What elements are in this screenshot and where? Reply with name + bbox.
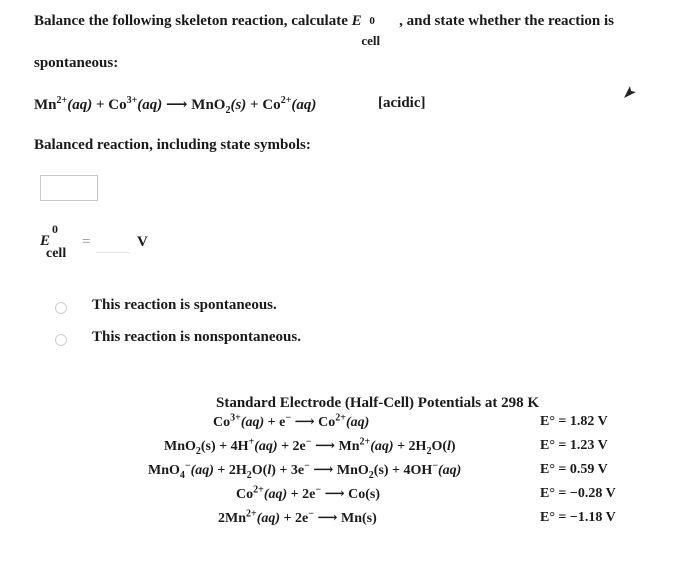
- co-product: + Co: [246, 97, 281, 113]
- ecell-unit: V: [137, 234, 148, 250]
- skeleton-reaction: [34, 95, 316, 114]
- spontaneous-option-label[interactable]: This reaction is spontaneous.: [92, 297, 277, 313]
- mouse-cursor-icon: [622, 84, 638, 100]
- nonspontaneous-option-label[interactable]: This reaction is nonspontaneous.: [92, 329, 301, 345]
- question-prompt-line1: [34, 13, 614, 48]
- state-aq-2: (aq): [137, 97, 163, 113]
- half-reaction-1: $Co^{3+}(aq) + e^-$ ⟶ $Co^{2+}(aq)$: [213, 412, 370, 430]
- ecell-e: E: [40, 233, 51, 249]
- e-subscript: cell: [361, 33, 381, 48]
- mn-ion: Mn: [34, 97, 57, 113]
- half-reaction-row-5: [0, 510, 700, 532]
- state-aq-1: (aq): [67, 97, 93, 113]
- half-reaction-3: $MnO_4^-(aq) + 2H_2O(l) + 3e^-$ ⟶ MnO$_2$(s) + 4OH−(aq): [148, 460, 462, 481]
- half-reaction-row-2: [0, 438, 700, 460]
- spontaneous-radio[interactable]: [55, 302, 67, 314]
- potential-1: E° = 1.82 V: [540, 414, 608, 429]
- acidic-condition: [acidic]: [378, 95, 426, 111]
- half-reaction-4: $Co^{2+}(aq) + 2e^-$ ⟶ Co(s): [236, 484, 381, 502]
- e-symbol: E: [351, 13, 362, 29]
- balanced-reaction-input[interactable]: [40, 175, 98, 201]
- mn-charge: 2+: [56, 95, 68, 106]
- co2-charge: 2+: [280, 95, 292, 106]
- prompt-text-end: , and state whether the reaction is: [399, 13, 614, 29]
- balanced-reaction-label: Balanced reaction, including state symbols:: [34, 137, 311, 153]
- half-reaction-2: MnO$_2$(s) + 4H+(aq) + 2e− ⟶ $Mn^{2+}(aq) + 2H_2O(l)$: [164, 436, 456, 457]
- e-superscript: 0: [369, 15, 375, 27]
- potential-5: E° = −1.18 V: [540, 510, 616, 525]
- ecell-equals: =: [82, 234, 91, 250]
- ecell-label-sub: cell: [46, 246, 67, 261]
- question-prompt-line2: spontaneous:: [34, 55, 119, 71]
- ecell-label-super: 0: [52, 222, 58, 236]
- state-s: (s): [230, 97, 247, 113]
- half-reaction-5: $2Mn^{2+}(aq) + 2e^-$ ⟶ Mn(s): [218, 508, 377, 526]
- co-charge: 3+: [126, 95, 138, 106]
- half-reaction-row-3: [0, 462, 700, 484]
- mno2-subscript: 2: [225, 105, 231, 116]
- half-reaction-row-1: [0, 414, 700, 436]
- potential-4: E° = −0.28 V: [540, 486, 616, 501]
- prompt-text-start: Balance the following skeleton reaction, calculate: [34, 13, 352, 29]
- ecell-input[interactable]: [96, 232, 130, 253]
- table-title: Standard Electrode (Half-Cell) Potentials at 298 K: [216, 395, 540, 411]
- nonspontaneous-radio[interactable]: [55, 334, 67, 346]
- potential-2: E° = 1.23 V: [540, 438, 608, 453]
- arrow-mno: ⟶ MnO: [162, 97, 226, 113]
- co-ion: + Co: [92, 97, 127, 113]
- potential-3: E° = 0.59 V: [540, 462, 608, 477]
- half-reaction-row-4: [0, 486, 700, 508]
- state-aq-3: (aq): [291, 97, 317, 113]
